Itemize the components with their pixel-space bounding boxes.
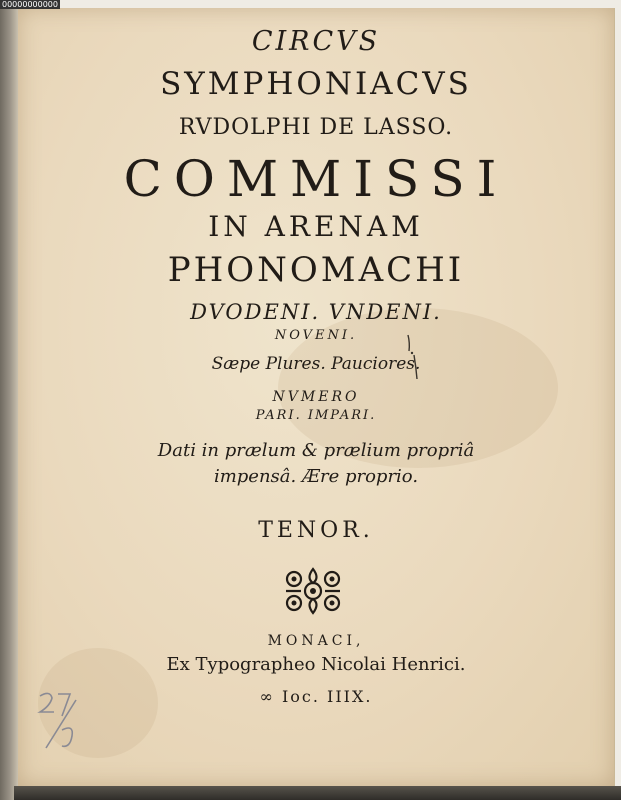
title-line-commissi: COMMISSI [123, 150, 509, 208]
imprint-printer: Ex Typographeo Nicolai Henrici. [166, 654, 466, 675]
dati-line: Dati in prælum & prælium propriâ [157, 440, 475, 461]
pari-impari-line: PARI. IMPARI. [255, 408, 377, 423]
handwritten-shelf-mark [36, 690, 82, 752]
voices-line: DVODENI. VNDENI. [190, 300, 442, 324]
scan-label: 00000000000 [2, 0, 58, 9]
book-binding [0, 0, 18, 800]
title-line-in-arenam: IN ARENAM [208, 210, 424, 243]
ink-pen-mark [400, 333, 424, 383]
printer-ornament-icon [282, 566, 344, 616]
title-line-circus: CIRCVS [251, 26, 381, 57]
impensa-line: impensâ. Ære proprio. [213, 466, 419, 487]
scan-bottom-edge [14, 786, 621, 800]
title-line-phonomachi: PHONOMACHI [167, 250, 465, 290]
subtitle-saepe: Sæpe Plures. Pauciores. [211, 354, 421, 374]
title-line-symphoniacus: SYMPHONIACVS [160, 66, 472, 102]
voices-line-noveni: NOVENI. [274, 328, 358, 343]
numero-line: NVMERO [272, 389, 360, 405]
voice-part-label: TENOR. [258, 518, 374, 543]
author-line: RVDOLPHI DE LASSO. [178, 115, 454, 140]
imprint-date: ∞ Ioc. IIIX. [259, 687, 373, 706]
imprint-city: MONACI, [267, 633, 365, 649]
